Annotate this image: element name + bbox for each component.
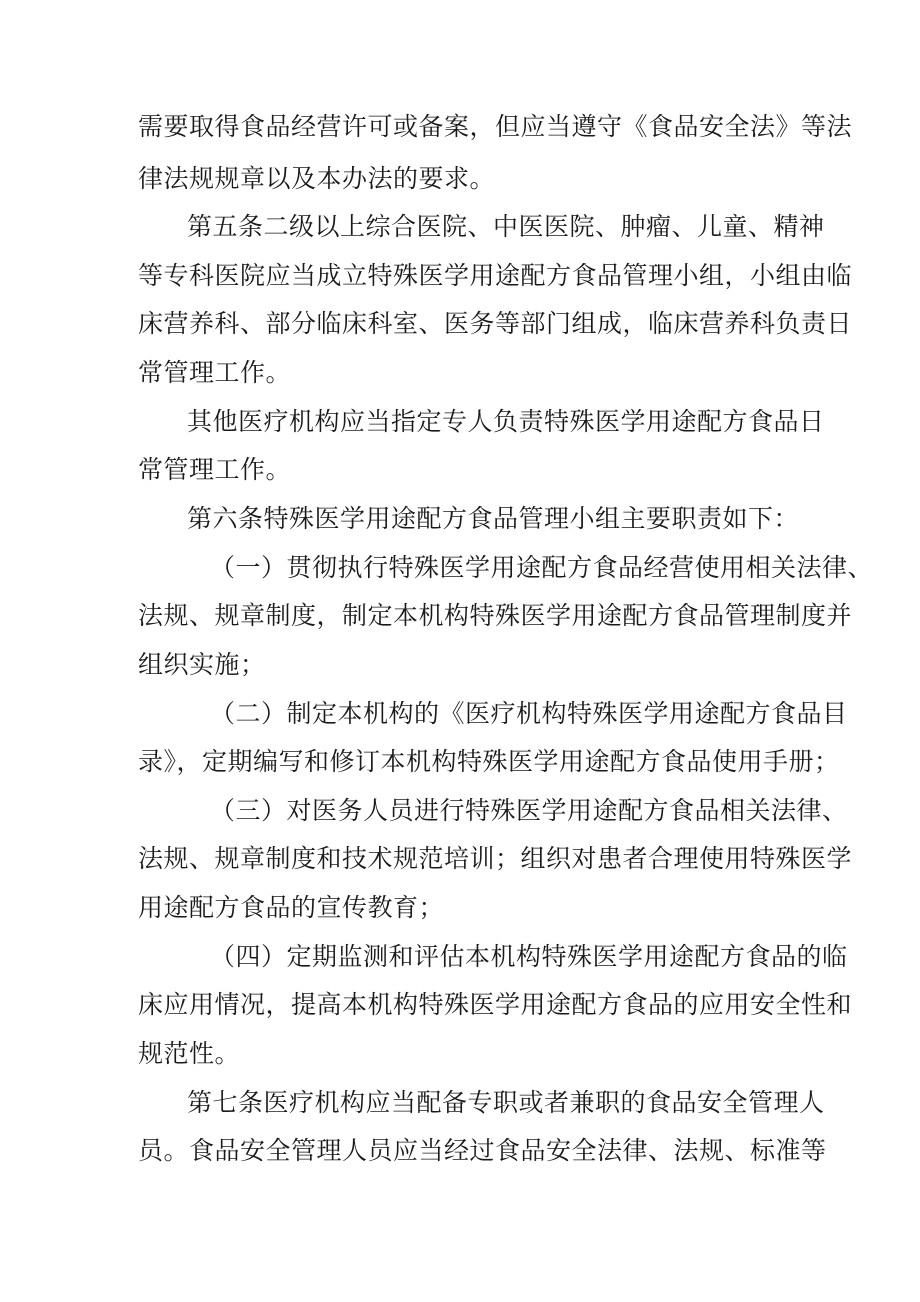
text-line: 等专科医院应当成立特殊医学用途配方食品管理小组，小组由临 xyxy=(138,261,853,290)
list-item-4-line: （四）定期监测和评估本机构特殊医学用途配方食品的临 xyxy=(210,942,848,971)
text-line: 组织实施； xyxy=(138,650,266,679)
text-line: 用途配方食品的宣传教育； xyxy=(138,893,445,922)
text-line: 律法规规章以及本办法的要求。 xyxy=(138,164,496,193)
text-line: 床应用情况，提高本机构特殊医学用途配方食品的应用安全性和 xyxy=(138,990,853,1019)
text-line: 员。食品安全管理人员应当经过食品安全法律、法规、标准等 xyxy=(138,1136,827,1165)
list-item-2-line: （二）制定本机构的《医疗机构特殊医学用途配方食品目 xyxy=(210,699,848,728)
text-line: 规范性。 xyxy=(138,1039,241,1068)
list-item-1-line: （一）贯彻执行特殊医学用途配方食品经营使用相关法律、 xyxy=(210,553,874,582)
text-line: 床营养科、部分临床科室、医务等部门组成，临床营养科负责日 xyxy=(138,309,853,338)
text-line: 法规、规章制度和技术规范培训；组织对患者合理使用特殊医学 xyxy=(138,844,853,873)
list-item-3-line: （三）对医务人员进行特殊医学用途配方食品相关法律、 xyxy=(210,796,848,825)
text-line: 法规、规章制度，制定本机构特殊医学用途配方食品管理制度并 xyxy=(138,601,853,630)
text-line: 需要取得食品经营许可或备案，但应当遵守《食品安全法》等法 xyxy=(138,112,853,141)
text-line: 其他医疗机构应当指定专人负责特殊医学用途配方食品日 xyxy=(187,407,825,436)
article-5-heading-line: 第五条二级以上综合医院、中医医院、肿瘤、儿童、精神 xyxy=(187,212,825,241)
text-line: 录》，定期编写和修订本机构特殊医学用途配方食品使用手册； xyxy=(138,747,840,776)
text-line: 常管理工作。 xyxy=(138,358,292,387)
article-6-heading-line: 第六条特殊医学用途配方食品管理小组主要职责如下： xyxy=(187,504,800,533)
text-line: 常管理工作。 xyxy=(138,455,292,484)
article-7-heading-line: 第七条医疗机构应当配备专职或者兼职的食品安全管理人 xyxy=(187,1088,825,1117)
